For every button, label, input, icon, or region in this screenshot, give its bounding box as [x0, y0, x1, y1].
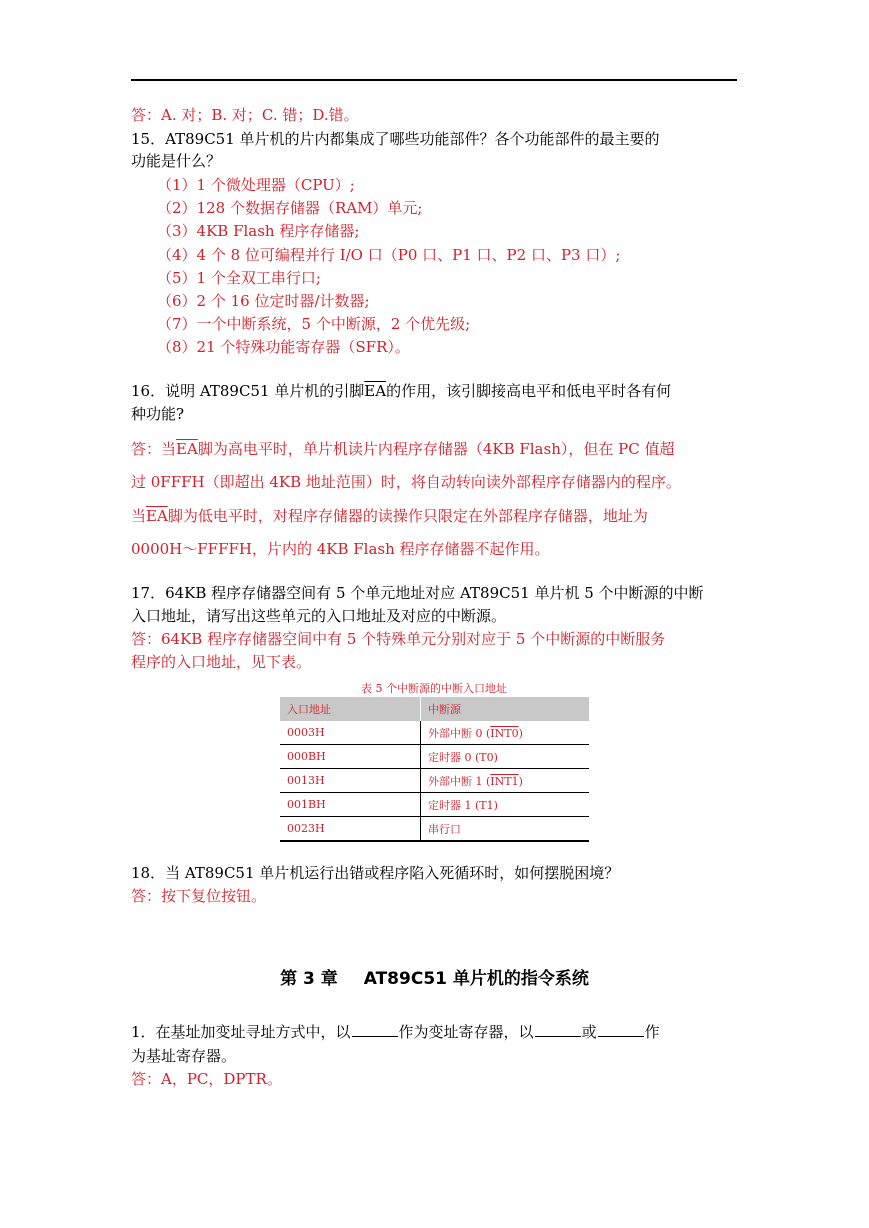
q17-answer-line1: 答：64KB 程序存储器空间中有 5 个特殊单元分别对应于 5 个中断源的中断服务 — [131, 630, 666, 648]
q1-question-line1: 1．在基址加变址寻址方式中，以 作为变址寄存器，以 或 作 — [131, 1023, 660, 1041]
q15-item: （6）2 个 16 位定时器/计数器; — [157, 292, 370, 310]
q17-question-line1: 17．64KB 程序存储器空间有 5 个单元地址对应 AT89C51 单片机 5 个中断源的中断 — [131, 584, 704, 602]
q1-answer: 答：A，PC，DPTR。 — [131, 1070, 282, 1088]
q16-question-line1: 16．说明 AT89C51 单片机的引脚$\overline{EA}$的作用，该引脚接高电平和低电平时各有何 — [131, 382, 672, 400]
q15-item: （4）4 个 8 位可编程并行 I/O 口（P0 口、P1 口、P2 口、P3 口）; — [157, 246, 621, 264]
q15-question-line1: 15．AT89C51 单片机的片内都集成了哪些功能部件？各个功能部件的最主要的 — [131, 130, 660, 148]
address-cell: 0013H — [280, 769, 421, 793]
q1-question-line2: 为基址寄存器。 — [131, 1047, 237, 1065]
chapter-heading — [0, 964, 869, 989]
fill-blank — [598, 1021, 644, 1037]
q15-question-line2: 功能是什么？ — [131, 152, 222, 170]
chapter-number: 第 3 章 — [280, 969, 338, 989]
table-row — [280, 793, 589, 817]
q16-answer-line1: 答：当$\overline{EA}$脚为高电平时，单片机读片内程序存储器（4KB Flash），但在 PC 值超 — [131, 440, 675, 458]
q16-question-line2: 种功能? — [131, 405, 185, 423]
q17-question-line2: 入口地址，请写出这些单元的入口地址及对应的中断源。 — [131, 607, 507, 625]
header-rule — [131, 79, 737, 81]
q16-answer-line4: 0000H～FFFFH，片内的 4KB Flash 程序存储器不起作用。 — [131, 540, 550, 558]
ea-pin-label: $\overline{EA}$ — [176, 440, 198, 458]
chapter-title: AT89C51 单片机的指令系统 — [363, 969, 589, 989]
q16-answer-line2: 过 0FFFH（即超出 4KB 地址范围）时，将自动转向读外部程序存储器内的程序。 — [131, 473, 681, 491]
q18-answer: 答：按下复位按钮。 — [131, 887, 267, 905]
ea-pin-label: $\overline{EA}$ — [146, 507, 168, 525]
interrupt-vector-table — [280, 697, 589, 842]
q14-answer: 答：A. 对；B. 对；C. 错；D.错。 — [131, 106, 359, 124]
source-cell: 定时器 1 (T1) — [421, 793, 590, 817]
address-cell: 0023H — [280, 817, 421, 842]
q15-item: （3）4KB Flash 程序存储器; — [157, 222, 360, 240]
source-cell: 定时器 0 (T0) — [421, 745, 590, 769]
address-cell: 000BH — [280, 745, 421, 769]
q15-item: （1）1 个微处理器（CPU）; — [157, 176, 355, 194]
ea-pin-label: $\overline{EA}$ — [364, 382, 387, 400]
fill-blank — [352, 1021, 398, 1037]
table-row — [280, 769, 589, 793]
q15-item: （2）128 个数据存储器（RAM）单元; — [157, 199, 423, 217]
q16-answer-line3: 当$\overline{EA}$脚为低电平时，对程序存储器的读操作只限定在外部程序存储器，地址为 — [131, 507, 648, 525]
table-row — [280, 817, 589, 842]
table-row — [280, 745, 589, 769]
column-header: 中断源 — [421, 697, 590, 721]
column-header: 入口地址 — [280, 697, 421, 721]
q15-item: （7）一个中断系统，5 个中断源，2 个优先级; — [157, 315, 471, 333]
source-cell: 外部中断 0 (INT0) — [421, 721, 590, 745]
q15-item: （8）21 个特殊功能寄存器（SFR）。 — [157, 338, 410, 356]
address-cell: 001BH — [280, 793, 421, 817]
source-cell: 外部中断 1 (INT1) — [421, 769, 590, 793]
q15-item: （5）1 个全双工串行口; — [157, 269, 321, 287]
source-cell: 串行口 — [421, 817, 590, 842]
table-caption: 表 5 个中断源的中断入口地址 — [361, 682, 507, 695]
address-cell: 0003H — [280, 721, 421, 745]
q17-answer-line2: 程序的入口地址，见下表。 — [131, 653, 312, 671]
table-row — [280, 721, 589, 745]
table-header-row — [280, 697, 589, 721]
q18-question: 18．当 AT89C51 单片机运行出错或程序陷入死循环时，如何摆脱困境？ — [131, 864, 620, 882]
fill-blank — [535, 1021, 581, 1037]
